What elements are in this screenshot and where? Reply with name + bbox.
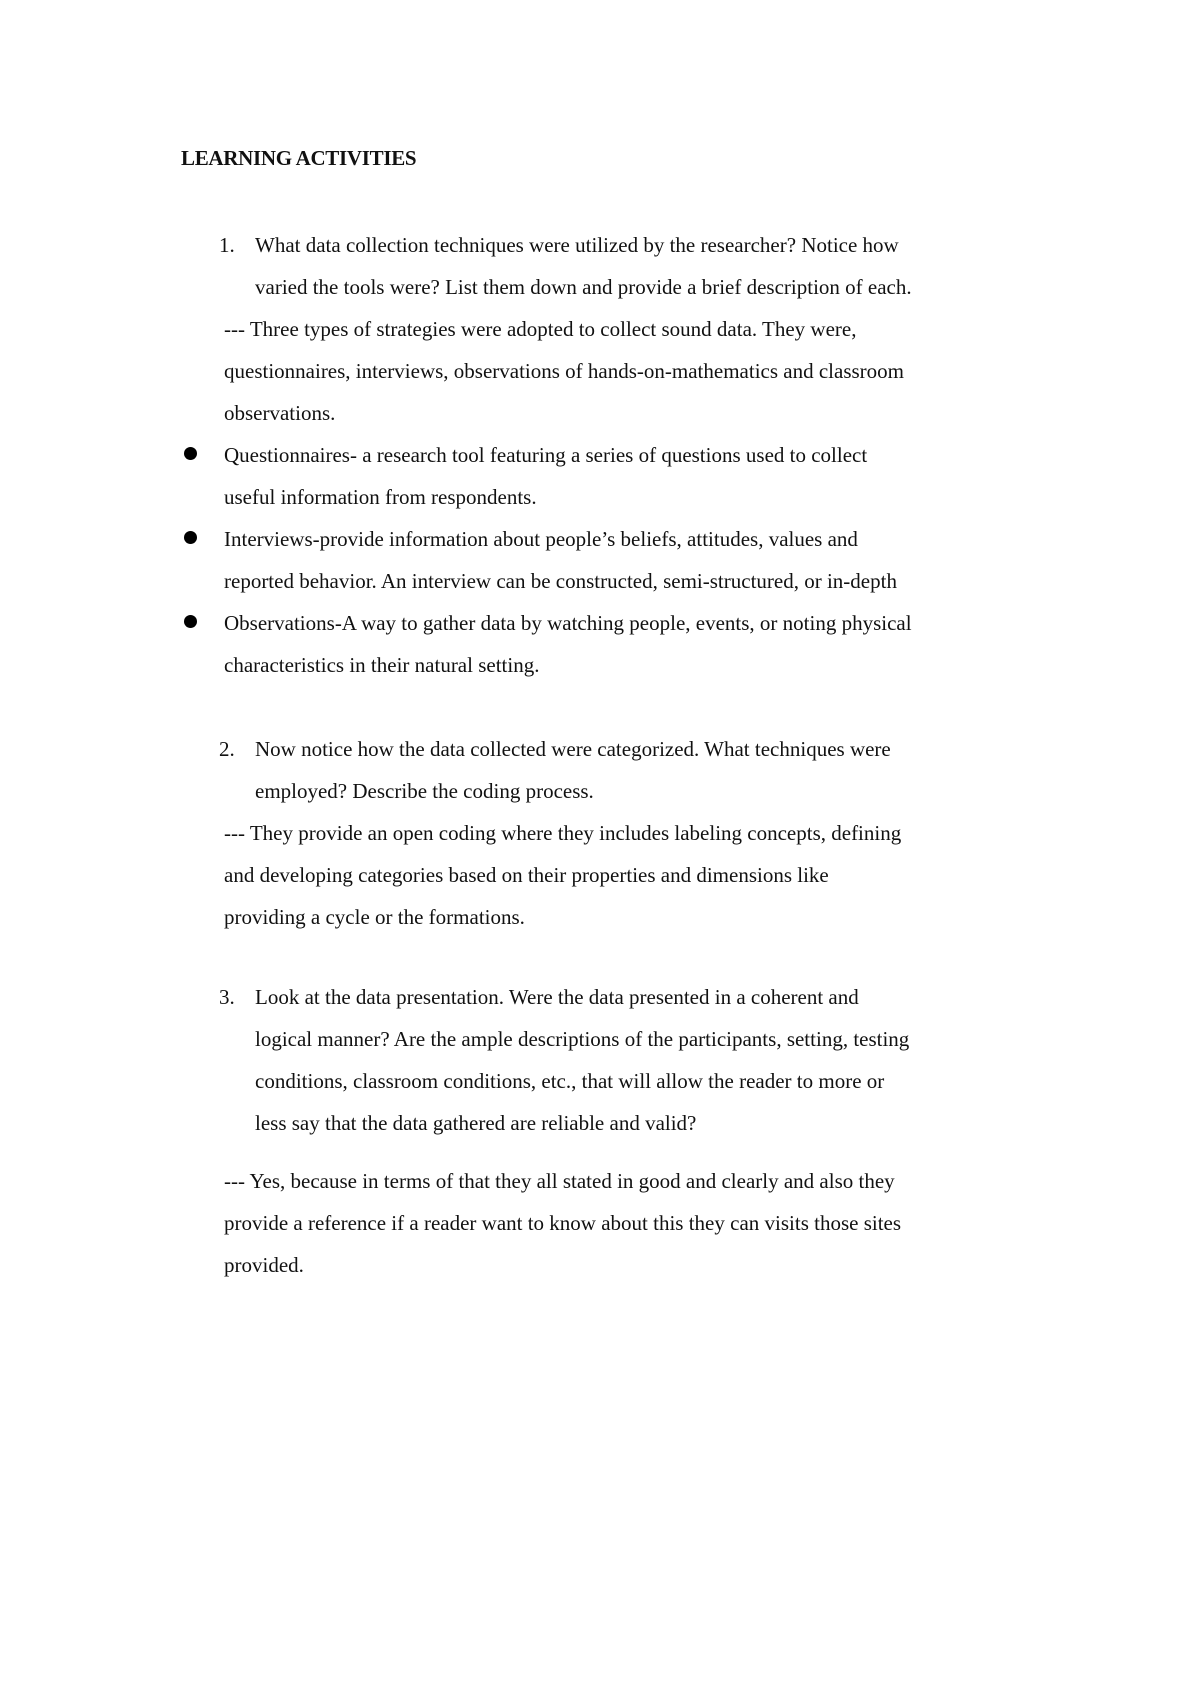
answer-2-line: and developing categories based on their properties and dimensions like <box>224 863 829 887</box>
answer-2-line: providing a cycle or the formations. <box>224 905 525 929</box>
question-3-line: Look at the data presentation. Were the data presented in a coherent and <box>255 985 859 1009</box>
bullet-questionnaires-line: Questionnaires- a research tool featuring a series of questions used to collect <box>224 443 868 467</box>
page-heading: LEARNING ACTIVITIES <box>181 146 417 170</box>
answer-1-line: --- Three types of strategies were adopted to collect sound data. They were, <box>224 317 857 341</box>
question-3-line: conditions, classroom conditions, etc., that will allow the reader to more or <box>255 1069 885 1093</box>
answer-3-line: provide a reference if a reader want to know about this they can visits those sites <box>224 1211 902 1235</box>
question-2-line: employed? Describe the coding process. <box>255 779 594 803</box>
question-3-line: less say that the data gathered are reliable and valid? <box>255 1111 697 1135</box>
question-2-line: Now notice how the data collected were categorized. What techniques were <box>255 737 891 761</box>
bullet-dot-icon <box>184 531 197 544</box>
bullet-questionnaires-line: useful information from respondents. <box>224 485 537 509</box>
answer-1-line: questionnaires, interviews, observations of hands-on-mathematics and classroom <box>224 359 904 383</box>
question-3-number: 3. <box>219 985 235 1009</box>
bullet-dot-icon <box>184 615 197 628</box>
question-3-line: logical manner? Are the ample descriptions of the participants, setting, testing <box>255 1027 910 1051</box>
answer-2-line: --- They provide an open coding where they includes labeling concepts, defining <box>224 821 902 845</box>
question-1-line: varied the tools were? List them down and provide a brief description of each. <box>255 275 912 299</box>
answer-3-line: --- Yes, because in terms of that they all stated in good and clearly and also they <box>224 1169 895 1193</box>
question-2-number: 2. <box>219 737 235 761</box>
question-1-line: What data collection techniques were utilized by the researcher? Notice how <box>255 233 899 257</box>
bullet-observations-line: characteristics in their natural setting. <box>224 653 540 677</box>
answer-1-line: observations. <box>224 401 336 425</box>
bullet-observations-line: Observations-A way to gather data by watching people, events, or noting physical <box>224 611 912 635</box>
answer-3-line: provided. <box>224 1253 304 1277</box>
bullet-interviews-line: reported behavior. An interview can be constructed, semi-structured, or in-depth <box>224 569 897 593</box>
bullet-interviews-line: Interviews-provide information about people’s beliefs, attitudes, values and <box>224 527 858 551</box>
bullet-dot-icon <box>184 447 197 460</box>
question-1-number: 1. <box>219 233 235 257</box>
